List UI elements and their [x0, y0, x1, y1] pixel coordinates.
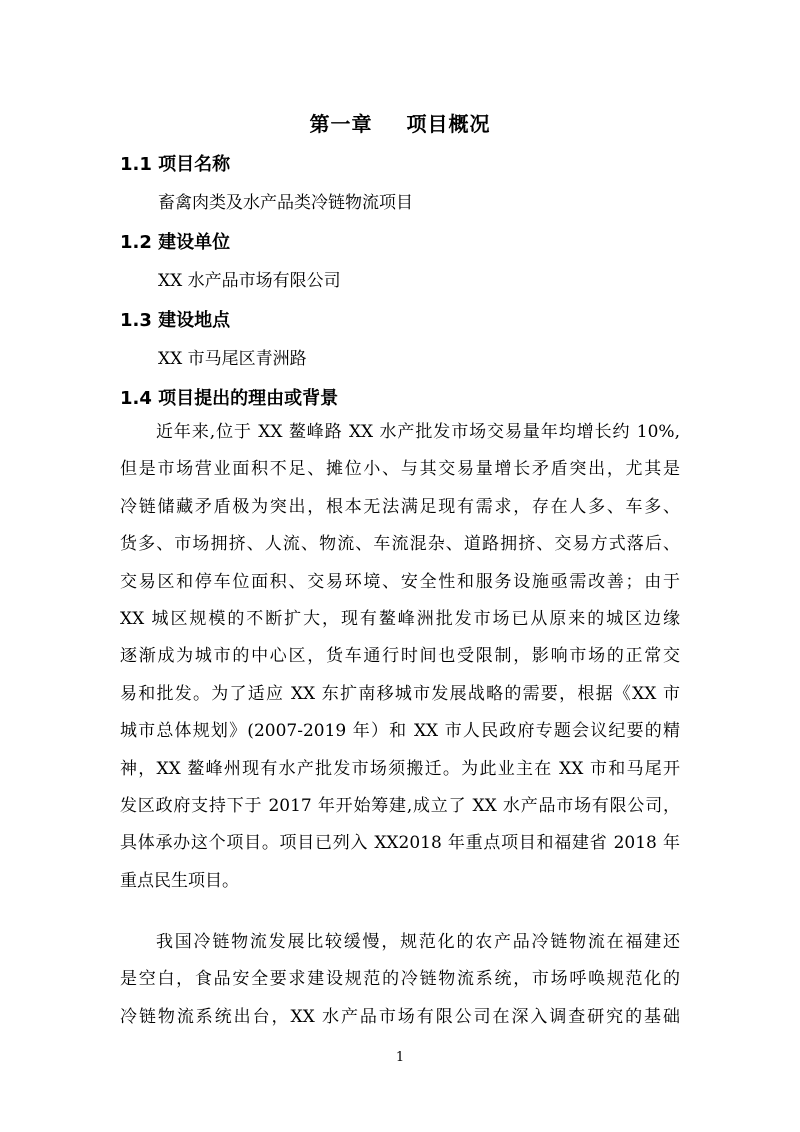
construction-location: XX 市马尾区青洲路 — [158, 349, 307, 369]
background-paragraph-2 — [120, 924, 680, 1036]
chapter-label: 第一章 — [309, 112, 373, 136]
chapter-title — [0, 108, 800, 137]
paragraph-line: 城市总体规划》(2007-2019 年）和 XX 市人民政府专题会议纪要的精 — [120, 721, 680, 742]
paragraph-line: 重点民生项目。 — [120, 870, 239, 891]
paragraph-line: 是空白，食品安全要求建设规范的冷链物流系统，市场呼唤规范化的 — [120, 969, 680, 990]
construction-unit: XX 水产品市场有限公司 — [158, 271, 341, 291]
section-heading-1-3: 1.3 建设地点 — [120, 310, 231, 331]
paragraph-line: 易和批发。为了适应 XX 东扩南移城市发展战略的需要，根据《XX 市 — [120, 683, 680, 704]
paragraph-line: 货多、市场拥挤、人流、物流、车流混杂、道路拥挤、交易方式落后、 — [120, 534, 680, 555]
paragraph-line: 冷链储藏矛盾极为突出，根本无法满足现有需求，存在人多、车多、 — [120, 496, 680, 517]
section-heading-1-1: 1.1 项目名称 — [120, 154, 231, 175]
page-number: 1 — [395, 1050, 405, 1065]
paragraph-line: 但是市场营业面积不足、摊位小、与其交易量增长矛盾突出，尤其是 — [120, 459, 680, 480]
paragraph-line: 逐渐成为城市的中心区，货车通行时间也受限制，影响市场的正常交 — [120, 646, 680, 667]
chapter-name: 项目概况 — [406, 112, 491, 136]
paragraph-line: 发区政府支持下于 2017 年开始筹建,成立了 XX 水产品市场有限公司， — [120, 795, 680, 816]
section-heading-1-4: 1.4 项目提出的理由或背景 — [120, 388, 339, 409]
paragraph-line: 近年来,位于 XX 鳌峰路 XX 水产批发市场交易量年均增长约 10%, — [156, 422, 680, 442]
project-name: 畜禽肉类及水产品类冷链物流项目 — [158, 193, 413, 213]
paragraph-line: XX 城区规模的不断扩大，现有鳌峰洲批发市场已从原来的城区边缘 — [120, 608, 680, 629]
background-paragraph-1 — [120, 414, 680, 900]
paragraph-line: 我国冷链物流发展比较缓慢，规范化的农产品冷链物流在福建还 — [156, 932, 680, 952]
section-heading-1-2: 1.2 建设单位 — [120, 232, 231, 253]
paragraph-line: 冷链物流系统出台，XX 水产品市场有限公司在深入调查研究的基础 — [120, 1006, 680, 1027]
paragraph-line: 神，XX 鳌峰州现有水产批发市场须搬迁。为此业主在 XX 市和马尾开 — [120, 758, 680, 779]
paragraph-line: 具体承办这个项目。项目已列入 XX2018 年重点项目和福建省 2018 年 — [120, 833, 680, 854]
paragraph-line: 交易区和停车位面积、交易环境、安全性和服务设施亟需改善；由于 — [120, 571, 680, 592]
